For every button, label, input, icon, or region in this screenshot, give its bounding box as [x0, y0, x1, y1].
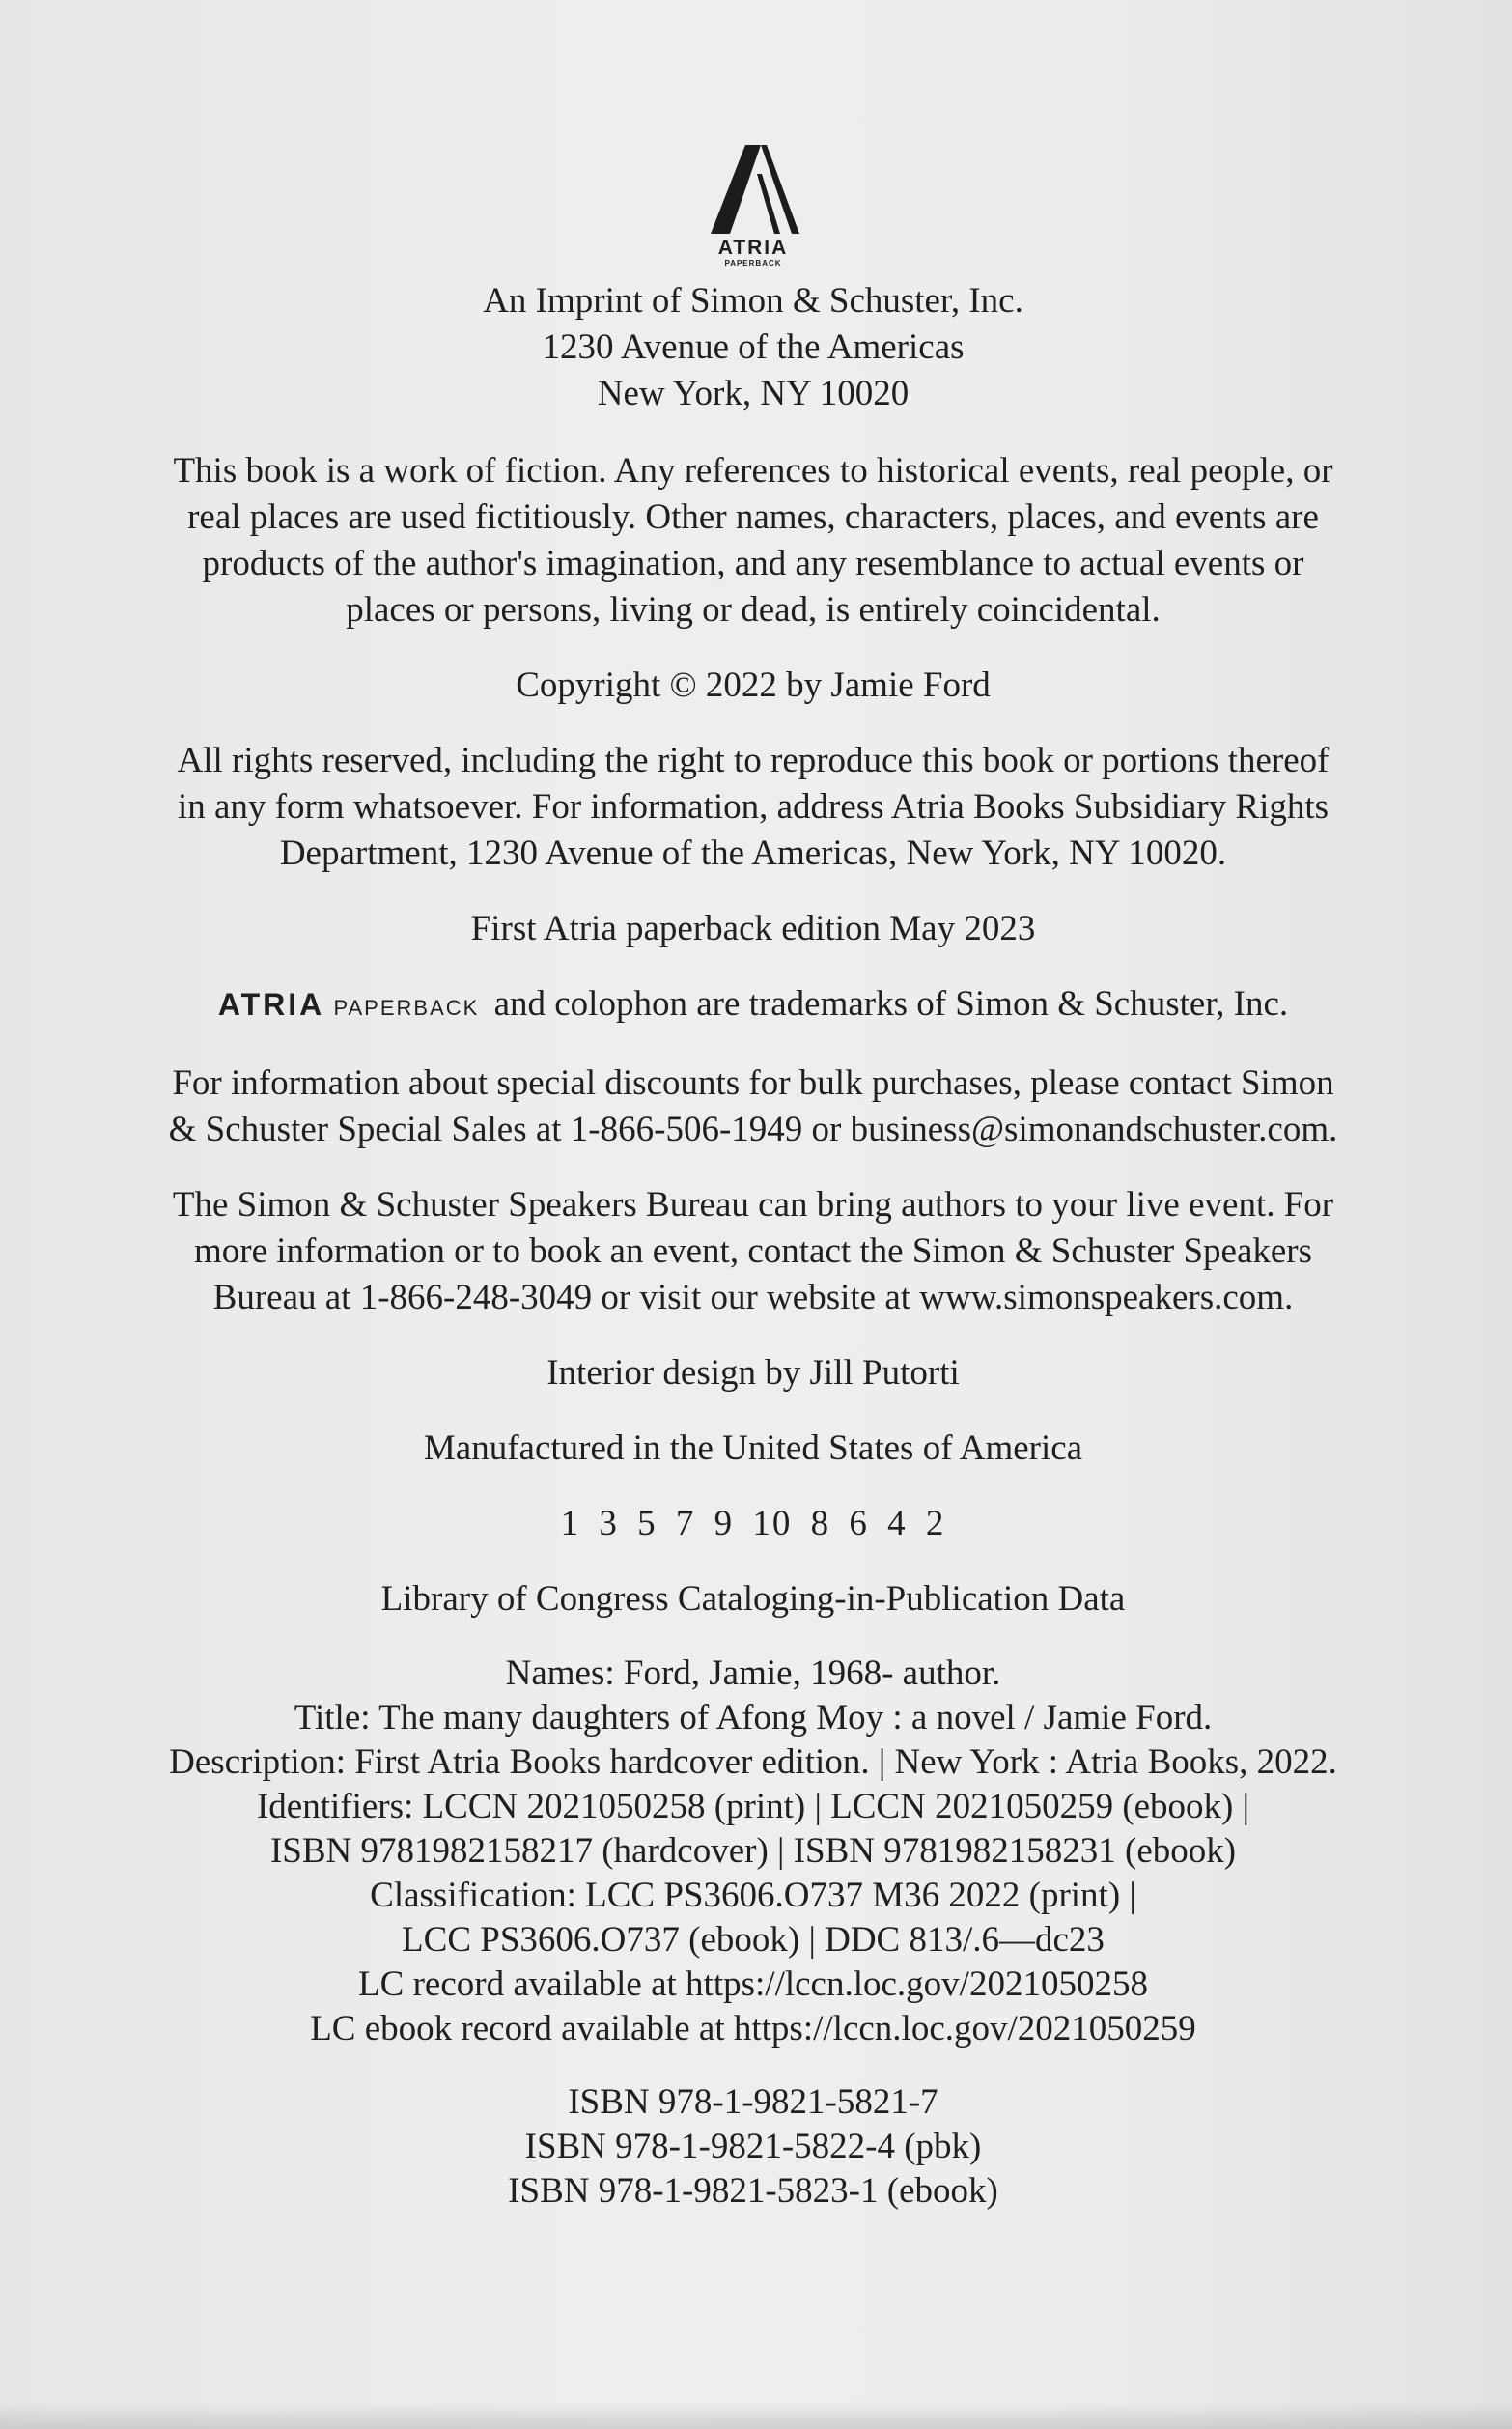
cip-line: Identifiers: LCCN 2021050258 (print) | LCCN 2021050259 (ebook) | — [256, 1787, 1250, 1826]
disclaimer-line: real places are used fictitiously. Other names, characters, places, and events are — [187, 497, 1319, 537]
isbn-list — [58, 2080, 1448, 2214]
rights-line: All rights reserved, including the right to reproduce this book or portions thereof — [177, 741, 1330, 780]
cip-line: LCC PS3606.O737 (ebook) | DDC 813/.6—dc23 — [402, 1920, 1105, 1960]
rights-statement — [58, 738, 1448, 877]
cip-line: Classification: LCC PS3606.O737 M36 2022 (print) | — [370, 1876, 1136, 1915]
imprint-line: 1230 Avenue of the Americas — [542, 327, 965, 367]
disclaimer-line: places or persons, living or dead, is entirely coincidental. — [346, 590, 1161, 630]
special-sales — [58, 1060, 1448, 1153]
cip-data — [58, 1652, 1448, 2051]
page-bottom-shadow — [0, 2402, 1512, 2429]
cip-line: LC record available at https://lccn.loc.gov/2021050258 — [358, 1964, 1148, 2004]
manufactured-statement: Manufactured in the United States of America — [423, 1428, 1083, 1468]
cip-heading: Library of Congress Cataloging-in-Publication Data — [380, 1579, 1126, 1619]
isbn-line: ISBN 978-1-9821-5823-1 (ebook) — [508, 2171, 998, 2211]
special-sales-line: For information about special discounts for bulk purchases, please contact Simon — [172, 1063, 1334, 1103]
speakers-line: Bureau at 1-866-248-3049 or visit our website at www.simonspeakers.com. — [212, 1278, 1294, 1317]
atria-logo — [695, 145, 811, 268]
special-sales-line: & Schuster Special Sales at 1-866-506-1949 or business@simonandschuster.com. — [168, 1110, 1338, 1149]
page-content — [58, 145, 1448, 2214]
disclaimer-line: products of the author's imagination, and any resemblance to actual events or — [202, 544, 1304, 583]
cip-line: Title: The many daughters of Afong Moy : a novel / Jamie Ford. — [294, 1698, 1213, 1737]
rights-line: in any form whatsoever. For information, address Atria Books Subsidiary Rights — [177, 787, 1330, 827]
cip-line: ISBN 9781982158217 (hardcover) | ISBN 9781982158231 (ebook) — [269, 1831, 1237, 1871]
cip-line: Names: Ford, Jamie, 1968- author. — [505, 1653, 1001, 1693]
imprint-line: An Imprint of Simon & Schuster, Inc. — [483, 281, 1023, 321]
trademark-brand: ATRIA — [217, 987, 325, 1022]
fiction-disclaimer — [58, 448, 1448, 634]
speakers-bureau — [58, 1182, 1448, 1321]
printing-line: 1 3 5 7 9 10 8 6 4 2 — [560, 1504, 946, 1543]
speakers-line: The Simon & Schuster Speakers Bureau can bring authors to your live event. For — [172, 1185, 1334, 1225]
atria-a-icon — [703, 145, 803, 234]
copyright-notice: Copyright © 2022 by Jamie Ford — [516, 665, 991, 705]
edition-statement: First Atria paperback edition May 2023 — [470, 909, 1036, 948]
logo-wordmark: ATRIA — [717, 237, 789, 259]
trademark-statement — [58, 981, 1448, 1031]
cip-line: Description: First Atria Books hardcover edition. | New York : Atria Books, 2022. — [169, 1742, 1337, 1782]
trademark-text: and colophon are trademarks of Simon & Schuster, Inc. — [493, 984, 1289, 1024]
rights-line: Department, 1230 Avenue of the Americas, New York, NY 10020. — [279, 833, 1227, 873]
imprint-line: New York, NY 10020 — [597, 374, 910, 413]
imprint-address — [58, 278, 1448, 417]
trademark-sub: PAPERBACK — [333, 996, 480, 1020]
cip-line: LC ebook record available at https://lccn.loc.gov/2021050259 — [310, 2009, 1196, 2048]
speakers-line: more information or to book an event, contact the Simon & Schuster Speakers — [193, 1231, 1313, 1271]
disclaimer-line: This book is a work of fiction. Any references to historical events, real people, or — [173, 451, 1333, 491]
isbn-line: ISBN 978-1-9821-5821-7 — [568, 2082, 938, 2122]
isbn-line: ISBN 978-1-9821-5822-4 (pbk) — [524, 2127, 982, 2166]
logo-subtitle: PAPERBACK — [724, 259, 782, 268]
interior-design-credit: Interior design by Jill Putorti — [546, 1353, 960, 1393]
